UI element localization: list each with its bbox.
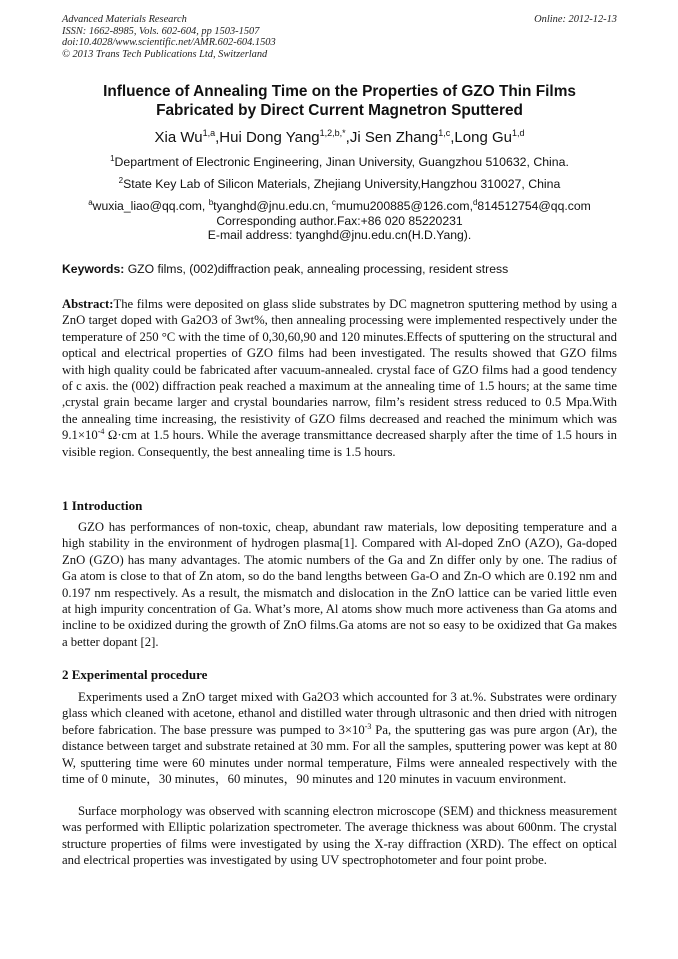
introduction-paragraph: GZO has performances of non-toxic, cheap, abundant raw materials, low depositing temperature and a high stability in the environment of hydrogen plasma[1]. Compared with Al-doped ZnO (AZO), Ga-doped ZnO (GZO) has many advantages. The atomic numbers of the Ga and Zn differ only by one. The radius of Ga atom is close to that of Zn atom, so do the band lengths between Ga-O and Zn-O which are 0.192 nm and 0.197 nm respectively. As a result, the mismatch and dislocation in the ZnO lattice can be varied little even at high impurity concentration of Ga. What’s more, Al atoms show much more activeness than Ga atoms and incline to be oxidized during the growth of ZnO films.Ga atoms are not so easy to be oxidized that Ga makes a better dopant [2]. xyxy=(62,520,617,649)
author-list: Xia Wu$^{1,a}$,Hui Dong Yang$^{1,2,b,*}$,Ji Sen Zhang$^{1,c}$,Long Gu$^{1,d}$ xyxy=(154,128,525,146)
abstract-text-cont: Ω·cm at 1.5 hours. While the average transmittance decreased sharply after the time of 1.5 hours in visible region. Consequently, the best annealing time is 1.5 hours. xyxy=(62,428,617,459)
paper-title xyxy=(62,82,617,120)
author-sup: 1,a xyxy=(202,128,216,138)
copyright-line: © 2013 Trans Tech Publications Ltd, Switzerland xyxy=(62,48,268,60)
contact-block xyxy=(62,199,617,243)
affiliation-num: 2 xyxy=(118,175,124,185)
journal-header xyxy=(62,14,617,60)
email-b[interactable]: tyanghd@jnu.edu.cn, xyxy=(213,199,329,213)
experimental-text: Experiments used a ZnO target mixed with Ga2O3 which accounted for 3 at.%. Substrates were ordinary glass which cleaned with acetone, ethanol and distilled water through ultrasonic and then dried with nitrogen before fabrication. The base pressure was pumped to 3×10 xyxy=(62,690,617,737)
experimental-paragraph-1 xyxy=(62,689,617,787)
email-line xyxy=(62,199,617,214)
author-name: Ji Sen Zhang xyxy=(349,129,439,146)
title-line-2: Fabricated by Direct Current Magnetron Sputtered xyxy=(156,102,523,119)
affiliation-num: 1 xyxy=(110,153,115,163)
issn-line: ISSN: 1662-8985, Vols. 602-604, pp 1503-1507 xyxy=(62,25,260,37)
author-sup: 1,c xyxy=(438,128,451,138)
email-d[interactable]: 814512754@qq.com xyxy=(477,199,591,213)
pressure-exponent: -3 xyxy=(364,721,372,731)
online-date: Online: 2012-12-13 xyxy=(534,14,617,25)
author-name: Hui Dong Yang xyxy=(219,129,320,146)
affiliation-2 xyxy=(62,177,617,191)
keywords-text: GZO films, (002)diffraction peak, annealing processing, resident stress xyxy=(124,262,509,276)
email-c[interactable]: mumu200885@126.com, xyxy=(335,199,473,213)
email-a[interactable]: wuxia_liao@qq.com, xyxy=(92,199,206,213)
keywords-label: Keywords: xyxy=(62,262,125,276)
journal-name: Advanced Materials Research xyxy=(62,14,187,25)
affiliation-1 xyxy=(62,155,617,169)
section-heading-experimental: 2 Experimental procedure xyxy=(62,667,208,682)
affiliation-text: Department of Electronic Engineering, Jinan University, Guangzhou 510632, China. xyxy=(114,155,569,169)
doi-line: doi:10.4028/www.scientific.net/AMR.602-604.1503 xyxy=(62,37,276,49)
author-sup: 1,2,b,* xyxy=(319,128,346,138)
email-address-line: E-mail address: tyanghd@jnu.edu.cn(H.D.Yang). xyxy=(207,228,472,243)
section-heading-introduction: 1 Introduction xyxy=(62,498,143,513)
author-name: Xia Wu xyxy=(154,129,203,146)
experimental-paragraph-2: Surface morphology was observed with scanning electron microscope (SEM) and thickness measurement was performed with Elliptic polarization spectrometer. The average thickness was about 600nm. The crystal structure properties of films were investigated by using the X-ray diffraction (XRD). The effect on optical and electrical properties was investigated by using UV spectrophotometer and four point probe. xyxy=(62,804,617,868)
email-sup: d xyxy=(472,197,478,207)
abstract xyxy=(62,296,617,460)
affiliation-text: State Key Lab of Silicon Materials, Zhejiang University,Hangzhou 310027, China xyxy=(123,177,561,191)
email-sup: a xyxy=(88,197,93,207)
abstract-exponent: -4 xyxy=(97,427,105,437)
email-sup: c xyxy=(331,197,336,207)
corresponding-author: Corresponding author.Fax:+86 020 85220231 xyxy=(216,213,463,228)
keywords xyxy=(62,262,617,277)
abstract-text: The films were deposited on glass slide substrates by DC magnetron sputtering method by using a ZnO target doped with Ga2O3 of 3wt%, then annealing processing were implemented respectively under the temperature of 250 °C with the time of 0,30,60,90 and 120 minutes.Effects of sputtering on the structural and optical and electrical properties of GZO films had been investigated. The results showed that GZO films with high quality could be fabricated after vacuum-annealed. crystal face of GZO films had a good tendency of c axis. the (002) diffraction peak reached a maximum at the annealing time of 1.5 hours; at the same time ,crystal grain became larger and crystal boundaries narrow, film’s resident stress reduced to 0.5 Mpa.With the annealing time increasing, the resistivity of GZO films decreased and reached the minimum which was 9.1×10 xyxy=(62,297,617,443)
abstract-label: Abstract: xyxy=(62,297,114,311)
title-line-1: Influence of Annealing Time on the Properties of GZO Thin Films xyxy=(103,83,576,100)
experimental-text-cont: Pa, the sputtering gas was pure argon (Ar), the distance between target and substrate retained at 30 mm. For all the samples, sputtering power was kept at 80 W, sputtering time were 60 minutes under normal temperature, Films were annealed respectively with the time of 0 minute，30 minutes，60 minutes，90 minutes and 120 minutes in vacuum environment. xyxy=(62,722,617,787)
author-sup: 1,d xyxy=(511,128,525,138)
author-name: Long Gu xyxy=(454,129,512,146)
email-sup: b xyxy=(208,197,214,207)
